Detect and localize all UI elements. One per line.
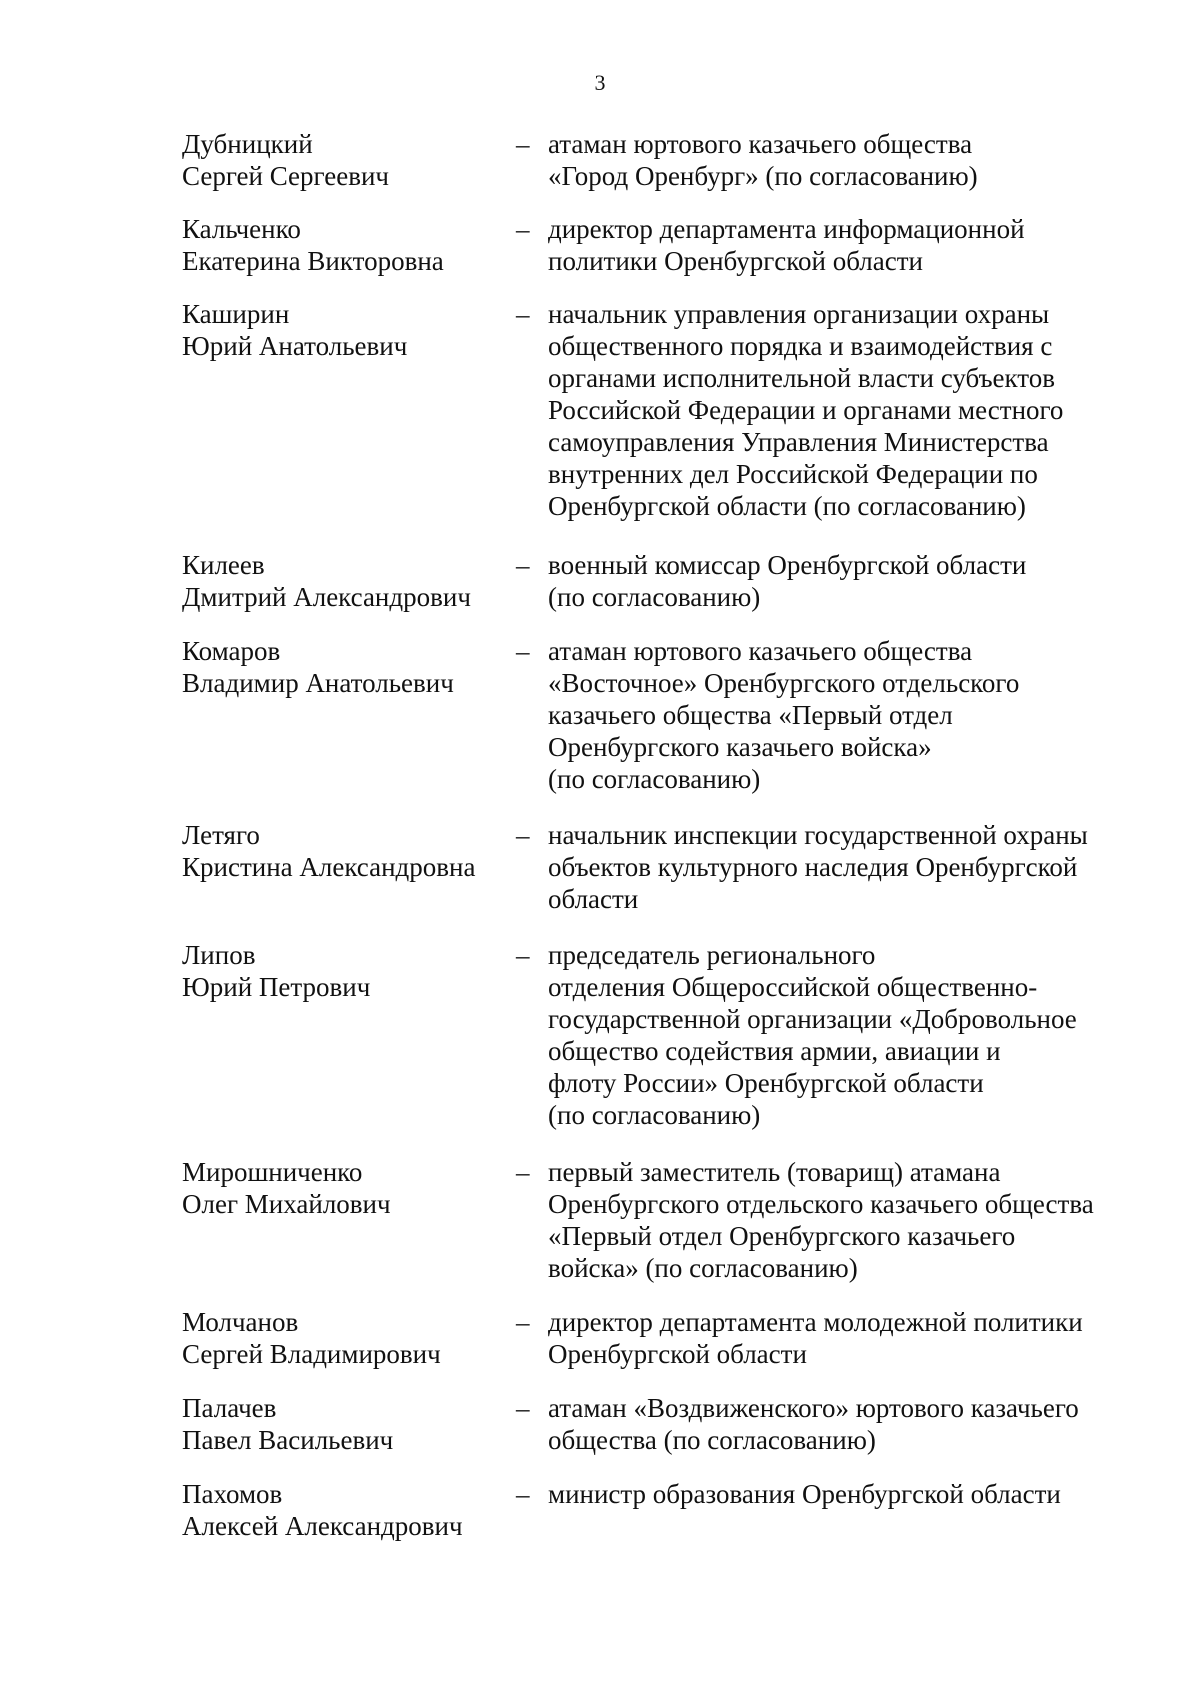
dash-separator: – xyxy=(516,940,530,970)
dash-separator: – xyxy=(516,1157,530,1187)
member-surname: Молчанов xyxy=(182,1307,299,1337)
position-line: «Город Оренбург» (по согласованию) xyxy=(548,161,978,191)
position-line: (по согласованию) xyxy=(548,582,761,612)
member-name xyxy=(182,213,512,277)
position-line: Оренбургского казачьего войска» xyxy=(548,732,932,762)
member-name xyxy=(182,635,512,699)
member-surname: Килеев xyxy=(182,550,265,580)
member-given-names: Кристина Александровна xyxy=(182,852,476,882)
member-surname: Мирошниченко xyxy=(182,1157,363,1187)
member-name xyxy=(182,549,512,613)
position-line: начальник управления организации охраны xyxy=(548,299,1050,329)
position-line: общества (по согласованию) xyxy=(548,1425,876,1455)
position-line: Оренбургской области (по согласованию) xyxy=(548,491,1026,521)
position-line: начальник инспекции государственной охраны xyxy=(548,820,1088,850)
member-given-names: Олег Михайлович xyxy=(182,1189,391,1219)
position-line: «Первый отдел Оренбургского казачьего xyxy=(548,1221,1016,1251)
member-given-names: Владимир Анатольевич xyxy=(182,668,454,698)
member-given-names: Екатерина Викторовна xyxy=(182,246,444,276)
member-surname: Кальченко xyxy=(182,214,301,244)
member-surname: Пахомов xyxy=(182,1479,283,1509)
position-line: председатель регионального xyxy=(548,940,876,970)
member-given-names: Павел Васильевич xyxy=(182,1425,394,1455)
member-surname: Дубницкий xyxy=(182,129,313,159)
member-position xyxy=(548,1306,1148,1370)
position-line: Оренбургской области xyxy=(548,1339,807,1369)
member-position xyxy=(548,1156,1148,1284)
member-surname: Летяго xyxy=(182,820,260,850)
member-name xyxy=(182,819,512,883)
member-surname: Липов xyxy=(182,940,256,970)
member-given-names: Алексей Александрович xyxy=(182,1511,463,1541)
position-line: области xyxy=(548,884,639,914)
position-line: казачьего общества «Первый отдел xyxy=(548,700,953,730)
member-position xyxy=(548,819,1148,915)
position-line: самоуправления Управления Министерства xyxy=(548,427,1049,457)
member-name xyxy=(182,298,512,362)
member-name xyxy=(182,128,512,192)
member-position xyxy=(548,298,1148,522)
position-line: Российской Федерации и органами местного xyxy=(548,395,1064,425)
dash-separator: – xyxy=(516,1479,530,1509)
position-line: отделения Общероссийской общественно- xyxy=(548,972,1038,1002)
dash-separator: – xyxy=(516,129,530,159)
position-line: общество содействия армии, авиации и xyxy=(548,1036,1001,1066)
member-surname: Комаров xyxy=(182,636,281,666)
position-line: (по согласованию) xyxy=(548,764,761,794)
position-line: общественного порядка и взаимодействия с xyxy=(548,331,1053,361)
dash-separator: – xyxy=(516,214,530,244)
position-line: (по согласованию) xyxy=(548,1100,761,1130)
position-line: объектов культурного наследия Оренбургской xyxy=(548,852,1078,882)
position-line: министр образования Оренбургской области xyxy=(548,1479,1061,1509)
position-line: атаман юртового казачьего общества xyxy=(548,129,973,159)
member-given-names: Сергей Владимирович xyxy=(182,1339,441,1369)
member-given-names: Дмитрий Александрович xyxy=(182,582,471,612)
member-given-names: Юрий Анатольевич xyxy=(182,331,408,361)
position-line: атаман юртового казачьего общества xyxy=(548,636,973,666)
member-position xyxy=(548,213,1148,277)
dash-separator: – xyxy=(516,550,530,580)
member-position xyxy=(548,128,1148,192)
member-name xyxy=(182,1306,512,1370)
dash-separator: – xyxy=(516,1307,530,1337)
dash-separator: – xyxy=(516,1393,530,1423)
page-number: 3 xyxy=(594,70,606,95)
member-name xyxy=(182,1478,512,1542)
member-name xyxy=(182,1392,512,1456)
position-line: атаман «Воздвиженского» юртового казачьего xyxy=(548,1393,1079,1423)
position-line: политики Оренбургской области xyxy=(548,246,923,276)
member-position xyxy=(548,1392,1148,1456)
member-position xyxy=(548,939,1148,1131)
member-position xyxy=(548,549,1148,613)
member-name xyxy=(182,1156,512,1220)
member-given-names: Сергей Сергеевич xyxy=(182,161,390,191)
position-line: военный комиссар Оренбургской области xyxy=(548,550,1027,580)
member-given-names: Юрий Петрович xyxy=(182,972,371,1002)
position-line: Оренбургского отдельского казачьего общества xyxy=(548,1189,1094,1219)
position-line: директор департамента молодежной политики xyxy=(548,1307,1083,1337)
dash-separator: – xyxy=(516,820,530,850)
position-line: первый заместитель (товарищ) атамана xyxy=(548,1157,1001,1187)
position-line: государственной организации «Добровольное xyxy=(548,1004,1077,1034)
member-surname: Каширин xyxy=(182,299,290,329)
position-line: войска» (по согласованию) xyxy=(548,1253,858,1283)
position-line: флоту России» Оренбургской области xyxy=(548,1068,984,1098)
position-line: внутренних дел Российской Федерации по xyxy=(548,459,1038,489)
dash-separator: – xyxy=(516,636,530,666)
position-line: «Восточное» Оренбургского отдельского xyxy=(548,668,1020,698)
member-position xyxy=(548,635,1148,795)
dash-separator: – xyxy=(516,299,530,329)
position-line: директор департамента информационной xyxy=(548,214,1025,244)
position-line: органами исполнительной власти субъектов xyxy=(548,363,1055,393)
member-position xyxy=(548,1478,1148,1510)
member-name xyxy=(182,939,512,1003)
member-surname: Палачев xyxy=(182,1393,277,1423)
